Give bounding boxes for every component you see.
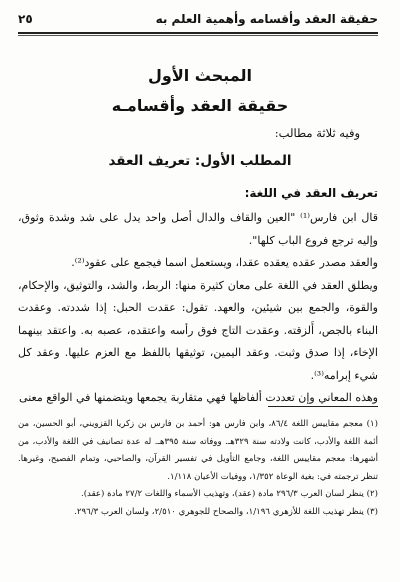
body-text (18, 207, 378, 410)
section-subtitle: حقيقة العقد وأقسامـه (111, 96, 289, 115)
page-header (18, 8, 378, 30)
footnote: (١) معجم مقاييس اللغة ٨٦/٤، وابن فارس هو: أحمد بن فارس بن زكريا القزويني، أبو الحسين، من أئمة اللغة والأدب، كانت ولادته سنة ٣٢٩هـ. ووفاته سنة ٣٩٥هـ. له عدة تصانيف في اللغة والأدب، من أشهرها: معجم مقاييس اللغة، وجامع التأويل في تفسير القرآن، والصاحبي، وتمام الفصيح، وغيرها. تنظر ترجمته في: بغية الوعاة ١/٣٥٢، ووفيات الأعيان ١/١١٨. (18, 419, 379, 482)
footnote: (٣) ينظر تهذيب اللغة للأزهري ١/١٩٦، والصحاح للجوهري ٢/٥١٠، ولسان العرب ٢٩٦/٣. (74, 506, 378, 517)
paragraph: وهذه المعاني وإن تعددت ألفاظها فهي متقاربة يجمعها ويتضمنها في الواقع معنى (19, 391, 378, 404)
footnotes (18, 416, 378, 521)
section-title: المبحث الأول (147, 66, 252, 85)
intro-line: وفيه ثلاثة مطالب: (274, 126, 360, 140)
header-rule (18, 32, 378, 34)
chapter-title: المطلب الأول: تعريف العقد (108, 153, 292, 169)
footnote: (٢) ينظر لسان العرب ٢٩٦/٣ مادة (عقد)، وتهذيب الأسماء واللغات ٢٧/٢ مادة (عقد). (80, 489, 378, 499)
paragraph: ويطلق العقد في اللغة على معان كثيرة منها: الربط، والشد، والتوثيق، والإحكام، والقوة، والجمع بين شيئين، والعهد. تقول: عقدت الحبل: إذا شددته. وعقدت البناء بالجص، أَلزقته. وعقدت التاج فوق رأسه واعتقده، عصبه به. واعتقد بينهما الإخاء، إذا صدق وثبت. وعقد اليمين، توثيقها باللفظ مع العزم عليها. وعقد كل شيء إبرامه⁽³⁾. (18, 278, 378, 382)
subheading: تعريف العقد في اللغة: (244, 186, 378, 200)
running-title: حقيقة العقد وأقسامه وأهمية العلم به (155, 12, 378, 26)
footnote-separator (268, 406, 378, 407)
page-number: ٢٥ (18, 12, 33, 26)
paragraph: والعقد مصدر عقده يعقده عقدا، ويستعمل اسما فيجمع على عقود⁽²⁾. (71, 256, 378, 269)
header-rule-thin (18, 35, 378, 36)
paragraph: قال ابن فارس⁽¹⁾ "العين والقاف والدال أصل واحد يدل على شد وشدة وثوق، وإليه ترجع فروع الباب كلها". (18, 211, 378, 247)
